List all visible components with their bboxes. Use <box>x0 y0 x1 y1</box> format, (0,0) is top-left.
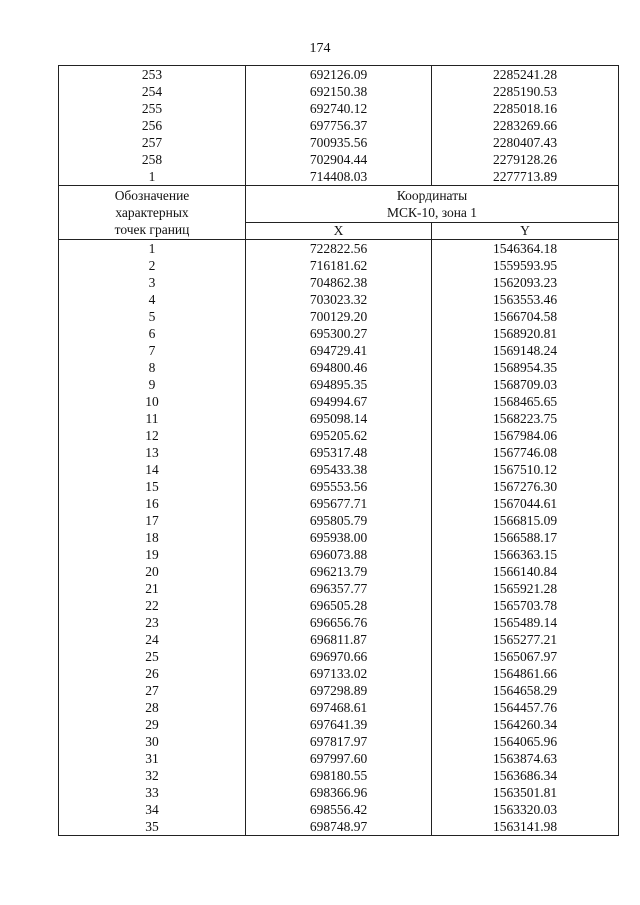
y-coordinate-cell: 1564457.76 <box>432 699 619 716</box>
y-coordinate-cell: 1566815.09 <box>432 512 619 529</box>
point-number-cell: 6 <box>59 325 246 342</box>
table-row <box>59 682 619 699</box>
x-coordinate-cell: 722822.56 <box>246 240 432 258</box>
x-coordinate-cell: 698556.42 <box>246 801 432 818</box>
table-row <box>59 478 619 495</box>
point-number-cell: 30 <box>59 733 246 750</box>
y-coordinate-cell: 1565067.97 <box>432 648 619 665</box>
x-coordinate-cell: 695205.62 <box>246 427 432 444</box>
point-number-cell: 17 <box>59 512 246 529</box>
table-row <box>59 512 619 529</box>
x-coordinate-cell: 692740.12 <box>246 100 432 117</box>
table-row <box>59 410 619 427</box>
point-number-cell: 14 <box>59 461 246 478</box>
x-coordinate-cell: 694994.67 <box>246 393 432 410</box>
x-coordinate-cell: 716181.62 <box>246 257 432 274</box>
table-row <box>59 580 619 597</box>
y-coordinate-cell: 1562093.23 <box>432 274 619 291</box>
previous-section-rows <box>59 66 619 186</box>
table-row <box>59 151 619 168</box>
table-row <box>59 784 619 801</box>
point-number-cell: 19 <box>59 546 246 563</box>
table-row <box>59 240 619 258</box>
point-number-cell: 8 <box>59 359 246 376</box>
x-coordinate-cell: 695553.56 <box>246 478 432 495</box>
y-coordinate-cell: 1566363.15 <box>432 546 619 563</box>
point-number-cell: 7 <box>59 342 246 359</box>
y-coordinate-cell: 2285018.16 <box>432 100 619 117</box>
y-coordinate-cell: 1567276.30 <box>432 478 619 495</box>
table-row <box>59 750 619 767</box>
y-coordinate-cell: 1563501.81 <box>432 784 619 801</box>
point-number-cell: 23 <box>59 614 246 631</box>
y-coordinate-cell: 1568223.75 <box>432 410 619 427</box>
x-coordinate-cell: 695805.79 <box>246 512 432 529</box>
y-coordinate-cell: 1564658.29 <box>432 682 619 699</box>
x-coordinate-cell: 697133.02 <box>246 665 432 682</box>
y-coordinate-cell: 1565921.28 <box>432 580 619 597</box>
table-row <box>59 461 619 478</box>
coordinate-rows <box>59 240 619 836</box>
x-coordinate-cell: 694895.35 <box>246 376 432 393</box>
x-coordinate-cell: 696357.77 <box>246 580 432 597</box>
y-coordinate-cell: 1567510.12 <box>432 461 619 478</box>
x-coordinate-cell: 703023.32 <box>246 291 432 308</box>
y-coordinate-cell: 1563874.63 <box>432 750 619 767</box>
y-coordinate-cell: 1566588.17 <box>432 529 619 546</box>
table-row <box>59 257 619 274</box>
x-coordinate-cell: 695098.14 <box>246 410 432 427</box>
table-row <box>59 134 619 151</box>
x-coordinate-cell: 704862.38 <box>246 274 432 291</box>
point-number-cell: 3 <box>59 274 246 291</box>
y-coordinate-cell: 1567746.08 <box>432 444 619 461</box>
y-coordinate-cell: 1568465.65 <box>432 393 619 410</box>
table-row <box>59 66 619 84</box>
y-coordinate-cell: 1565489.14 <box>432 614 619 631</box>
point-number-cell: 20 <box>59 563 246 580</box>
x-coordinate-cell: 697817.97 <box>246 733 432 750</box>
table-row <box>59 291 619 308</box>
table-row <box>59 117 619 134</box>
table-row <box>59 168 619 186</box>
x-coordinate-cell: 696811.87 <box>246 631 432 648</box>
y-coordinate-cell: 2277713.89 <box>432 168 619 186</box>
y-coordinate-cell: 1568709.03 <box>432 376 619 393</box>
point-number-cell: 34 <box>59 801 246 818</box>
x-coordinate-cell: 692150.38 <box>246 83 432 100</box>
point-number-cell: 5 <box>59 308 246 325</box>
table-row <box>59 716 619 733</box>
y-coordinate-cell: 2283269.66 <box>432 117 619 134</box>
x-coordinate-cell: 698366.96 <box>246 784 432 801</box>
x-coordinate-cell: 696656.76 <box>246 614 432 631</box>
y-coordinate-cell: 1568954.35 <box>432 359 619 376</box>
y-coordinate-cell: 1566704.58 <box>432 308 619 325</box>
table-row <box>59 359 619 376</box>
x-coordinate-cell: 697997.60 <box>246 750 432 767</box>
point-number-cell: 21 <box>59 580 246 597</box>
y-coordinate-cell: 1546364.18 <box>432 240 619 258</box>
point-number-cell: 35 <box>59 818 246 836</box>
table-row <box>59 597 619 614</box>
x-coordinate-cell: 698180.55 <box>246 767 432 784</box>
x-coordinate-cell: 696970.66 <box>246 648 432 665</box>
page-number: 174 <box>309 41 331 56</box>
point-number-cell: 24 <box>59 631 246 648</box>
x-coordinate-cell: 696505.28 <box>246 597 432 614</box>
point-number-cell: 253 <box>59 66 246 84</box>
y-coordinate-cell: 1564861.66 <box>432 665 619 682</box>
point-number-cell: 258 <box>59 151 246 168</box>
point-number-cell: 29 <box>59 716 246 733</box>
table-row <box>59 546 619 563</box>
point-number-cell: 10 <box>59 393 246 410</box>
x-coordinate-cell: 697756.37 <box>246 117 432 134</box>
table-row <box>59 495 619 512</box>
point-number-cell: 256 <box>59 117 246 134</box>
x-coordinate-cell: 697468.61 <box>246 699 432 716</box>
y-coordinate-cell: 1567984.06 <box>432 427 619 444</box>
table-row <box>59 614 619 631</box>
table-row <box>59 563 619 580</box>
x-coordinate-cell: 702904.44 <box>246 151 432 168</box>
column-x-header: X <box>246 223 432 240</box>
x-coordinate-cell: 714408.03 <box>246 168 432 186</box>
point-number-cell: 12 <box>59 427 246 444</box>
table-row <box>59 393 619 410</box>
x-coordinate-cell: 695938.00 <box>246 529 432 546</box>
table-header <box>59 186 619 240</box>
table-row <box>59 648 619 665</box>
table-row <box>59 665 619 682</box>
x-coordinate-cell: 695677.71 <box>246 495 432 512</box>
point-number-cell: 255 <box>59 100 246 117</box>
x-coordinate-cell: 700935.56 <box>246 134 432 151</box>
table-row <box>59 767 619 784</box>
point-number-cell: 28 <box>59 699 246 716</box>
point-number-cell: 4 <box>59 291 246 308</box>
x-coordinate-cell: 697641.39 <box>246 716 432 733</box>
table-row <box>59 631 619 648</box>
y-coordinate-cell: 1566140.84 <box>432 563 619 580</box>
point-number-cell: 18 <box>59 529 246 546</box>
y-coordinate-cell: 1565703.78 <box>432 597 619 614</box>
point-number-cell: 9 <box>59 376 246 393</box>
y-coordinate-cell: 1565277.21 <box>432 631 619 648</box>
y-coordinate-cell: 1563141.98 <box>432 818 619 836</box>
y-coordinate-cell: 2279128.26 <box>432 151 619 168</box>
x-coordinate-cell: 695300.27 <box>246 325 432 342</box>
table-row <box>59 699 619 716</box>
x-coordinate-cell: 696213.79 <box>246 563 432 580</box>
column-y-header: Y <box>432 223 619 240</box>
y-coordinate-cell: 1559593.95 <box>432 257 619 274</box>
point-number-cell: 257 <box>59 134 246 151</box>
table-row <box>59 444 619 461</box>
x-coordinate-cell: 694800.46 <box>246 359 432 376</box>
point-number-cell: 1 <box>59 168 246 186</box>
table-row <box>59 100 619 117</box>
point-number-cell: 16 <box>59 495 246 512</box>
x-coordinate-cell: 696073.88 <box>246 546 432 563</box>
point-number-cell: 25 <box>59 648 246 665</box>
point-number-cell: 31 <box>59 750 246 767</box>
table-row <box>59 529 619 546</box>
y-coordinate-cell: 1564065.96 <box>432 733 619 750</box>
y-coordinate-cell: 2285190.53 <box>432 83 619 100</box>
y-coordinate-cell: 1567044.61 <box>432 495 619 512</box>
table-row <box>59 83 619 100</box>
table-row <box>59 342 619 359</box>
point-number-cell: 15 <box>59 478 246 495</box>
x-coordinate-cell: 695317.48 <box>246 444 432 461</box>
x-coordinate-cell: 698748.97 <box>246 818 432 836</box>
table-row <box>59 308 619 325</box>
y-coordinate-cell: 2285241.28 <box>432 66 619 84</box>
point-designation-header: Обозначение характерных точек границ <box>59 186 246 240</box>
table-row <box>59 376 619 393</box>
table-row <box>59 801 619 818</box>
table-row <box>59 274 619 291</box>
y-coordinate-cell: 1569148.24 <box>432 342 619 359</box>
point-number-cell: 33 <box>59 784 246 801</box>
table-row <box>59 818 619 836</box>
x-coordinate-cell: 697298.89 <box>246 682 432 699</box>
y-coordinate-cell: 1563553.46 <box>432 291 619 308</box>
y-coordinate-cell: 1564260.34 <box>432 716 619 733</box>
table-row <box>59 427 619 444</box>
x-coordinate-cell: 692126.09 <box>246 66 432 84</box>
point-number-cell: 26 <box>59 665 246 682</box>
point-number-cell: 11 <box>59 410 246 427</box>
point-number-cell: 2 <box>59 257 246 274</box>
point-number-cell: 27 <box>59 682 246 699</box>
table-row <box>59 325 619 342</box>
point-number-cell: 13 <box>59 444 246 461</box>
x-coordinate-cell: 695433.38 <box>246 461 432 478</box>
y-coordinate-cell: 1563686.34 <box>432 767 619 784</box>
x-coordinate-cell: 694729.41 <box>246 342 432 359</box>
y-coordinate-cell: 1563320.03 <box>432 801 619 818</box>
coordinates-group-header: Координаты МСК-10, зона 1 <box>246 186 619 223</box>
coordinates-table <box>58 65 619 836</box>
x-coordinate-cell: 700129.20 <box>246 308 432 325</box>
point-number-cell: 1 <box>59 240 246 258</box>
point-number-cell: 22 <box>59 597 246 614</box>
point-number-cell: 32 <box>59 767 246 784</box>
y-coordinate-cell: 1568920.81 <box>432 325 619 342</box>
y-coordinate-cell: 2280407.43 <box>432 134 619 151</box>
table-row <box>59 733 619 750</box>
point-number-cell: 254 <box>59 83 246 100</box>
